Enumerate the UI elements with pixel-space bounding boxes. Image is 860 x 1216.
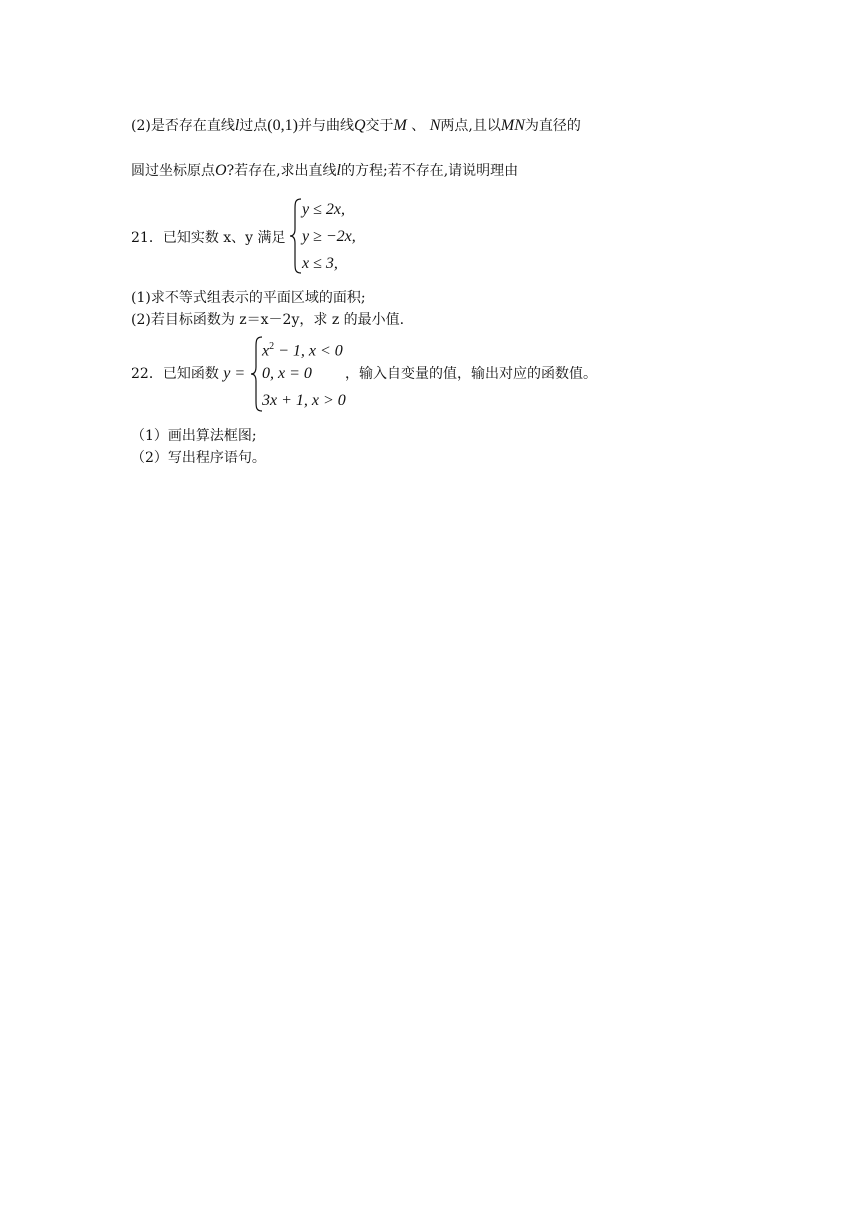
math-var-mn: MN [500, 117, 525, 134]
text: 并与曲线 [297, 118, 354, 134]
text: 过点 [239, 118, 268, 134]
left-brace-icon [289, 197, 303, 275]
q22-stem-suffix: ，输入自变量的值，输出对应的函数值。 [345, 366, 597, 382]
case-3: 3x + 1, x > 0 [262, 392, 346, 409]
q21-part1: (1)求不等式组表示的平面区域的面积; [131, 290, 366, 306]
text: 圆过坐标原点 [131, 163, 215, 179]
condition-1: y ≤ 2x, [302, 201, 345, 218]
math-y-equals: y = [223, 365, 246, 382]
condition-3: x ≤ 3, [302, 255, 338, 272]
math-var-q: Q [353, 117, 366, 134]
text: 的方程;若不存在,请说明理由 [340, 163, 519, 179]
q20-part2-line1 [131, 116, 581, 136]
math-var-l: l [234, 117, 240, 134]
math-var-o: O [215, 162, 227, 179]
math-var-m: M [393, 117, 407, 134]
case-1: $x^2 - 1$, x < 0 [262, 341, 343, 360]
text: 、 [411, 118, 426, 134]
text: 交于 [365, 118, 394, 134]
text: 为直径的 [524, 118, 581, 134]
text: 两点,且以 [440, 118, 501, 134]
q22-stem-prefix [131, 364, 245, 384]
q20-part2-line2 [131, 161, 518, 181]
q22-part2: （2）写出程序语句。 [131, 450, 266, 466]
math-var-n: N [429, 117, 441, 134]
text: 22．已知函数 [131, 366, 219, 382]
case-2: 0, x = 0 [262, 365, 312, 382]
math-point: (0,1) [267, 117, 298, 134]
condition-2: y ≥ −2x, [302, 228, 356, 245]
text: (2)是否存在直线 [131, 118, 235, 134]
q21-stem: 21．已知实数 x、y 满足 [131, 230, 286, 246]
math-var-l: l [336, 162, 341, 179]
text: ?若存在,求出直线 [226, 163, 337, 179]
q22-part1: （1）画出算法框图; [131, 428, 257, 444]
q21-part2: (2)若目标函数为 z＝x－2y，求 z 的最小值. [131, 312, 405, 328]
